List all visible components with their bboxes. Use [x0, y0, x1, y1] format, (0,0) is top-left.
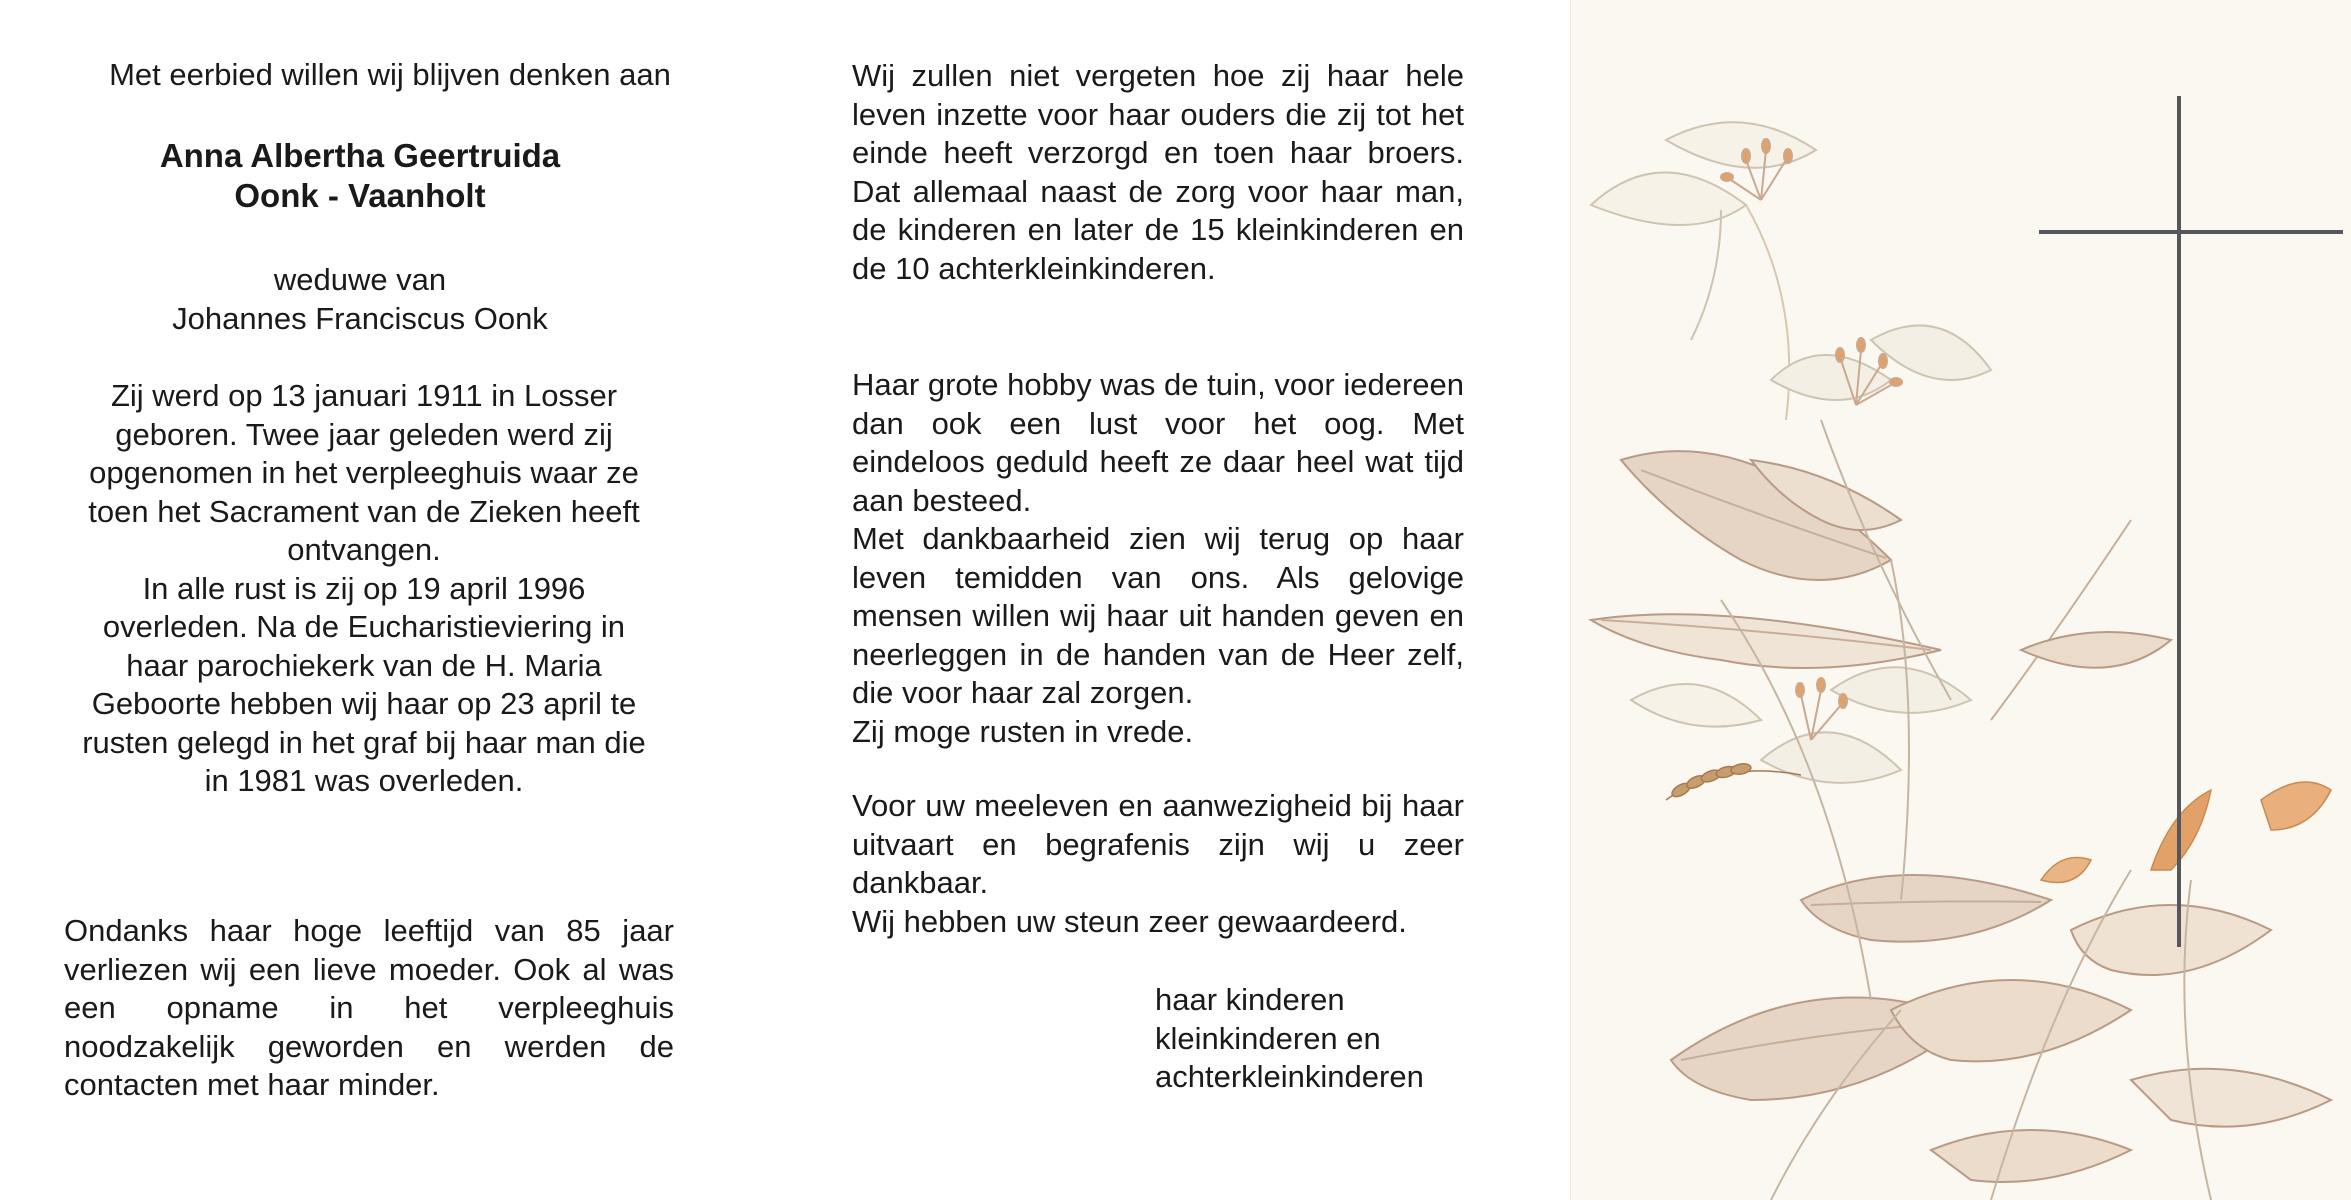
life-line: In alle rust is zij op 19 april 1996	[142, 570, 586, 606]
name-line-1: Anna Albertha Geertruida	[159, 137, 561, 174]
gratitude-paragraph: Met dankbaarheid zien wij terug op haar leven temidden van ons. Als gelovige mensen willen wij haar uit handen geven en neerleggen in de handen van de Heer zelf, die voor haar zal zorgen.	[852, 521, 1464, 710]
age-paragraph: Ondanks haar hoge leeftijd van 85 jaar verliezen wij een lieve moeder. Ook al was een opname in het verpleeghuis noodzakelijk geworden en werden de contacten met haar minder.	[64, 913, 674, 1102]
intro-line: Met eerbied willen wij blijven denken aan	[109, 57, 671, 92]
life-line: Zij werd op 13 januari 1911 in Losser	[110, 378, 618, 413]
remember-paragraph: Wij zullen niet vergeten hoe zij haar hele leven inzette voor haar ouders die zij tot het einde heeft verzorgd en toen haar broers. Dat allemaal naast de zorg voor haar man, de kinderen en later de 15 kleinkinderen en de 10 achterkleinkinderen.	[852, 58, 1464, 286]
hobby-paragraph: Haar grote hobby was de tuin, voor iedereen dan ook een lust voor het oog. Met eindeloos geduld heeft ze daar heel wat tijd aan besteed.	[852, 367, 1464, 518]
widow-of	[60, 261, 660, 338]
signature	[1155, 981, 1475, 1097]
life-line: haar parochiekerk van de H. Maria	[126, 647, 602, 683]
hobby-section	[852, 366, 1464, 751]
husband-name: Johannes Franciscus Oonk	[172, 300, 548, 336]
widow-label: weduwe van	[273, 262, 447, 297]
deceased-name	[60, 136, 660, 216]
signature-line: kleinkinderen en	[1155, 1020, 1381, 1056]
middle-panel	[780, 0, 1570, 1200]
signature-line: haar kinderen	[1155, 982, 1345, 1017]
orange-petals	[2041, 782, 2331, 883]
left-panel	[0, 0, 780, 1200]
appreciation-line: Wij hebben uw steun zeer gewaardeerd.	[852, 903, 1407, 939]
thanks-paragraph: Voor uw meeleven en aanwezigheid bij haar uitvaart en begrafenis zijn wij u zeer dankbaar.	[852, 788, 1464, 900]
life-line: rusten gelegd in het graf bij haar man die	[82, 724, 646, 760]
floral-panel	[1570, 0, 2351, 1200]
leaves	[1591, 451, 2331, 1182]
signature-line: achterkleinkinderen	[1155, 1059, 1424, 1094]
life-line: Geboorte hebben wij haar op 23 april te	[91, 686, 637, 721]
thanks-section	[852, 787, 1464, 941]
life-line: overleden. Na de Eucharistieviering in	[102, 609, 626, 644]
life-line: in 1981 was overleden.	[204, 763, 524, 798]
floral-illustration	[1571, 0, 2351, 1200]
life-paragraph	[64, 377, 664, 801]
life-line: ontvangen.	[287, 532, 441, 567]
life-line: opgenomen in het verpleeghuis waar ze	[89, 455, 639, 490]
life-line: geboren. Twee jaar geleden werd zij	[115, 416, 613, 452]
name-line-2: Oonk - Vaanholt	[234, 177, 486, 214]
life-line: toen het Sacrament van de Zieken heeft	[88, 493, 640, 529]
rest-in-peace-line: Zij moge rusten in vrede.	[852, 713, 1194, 749]
